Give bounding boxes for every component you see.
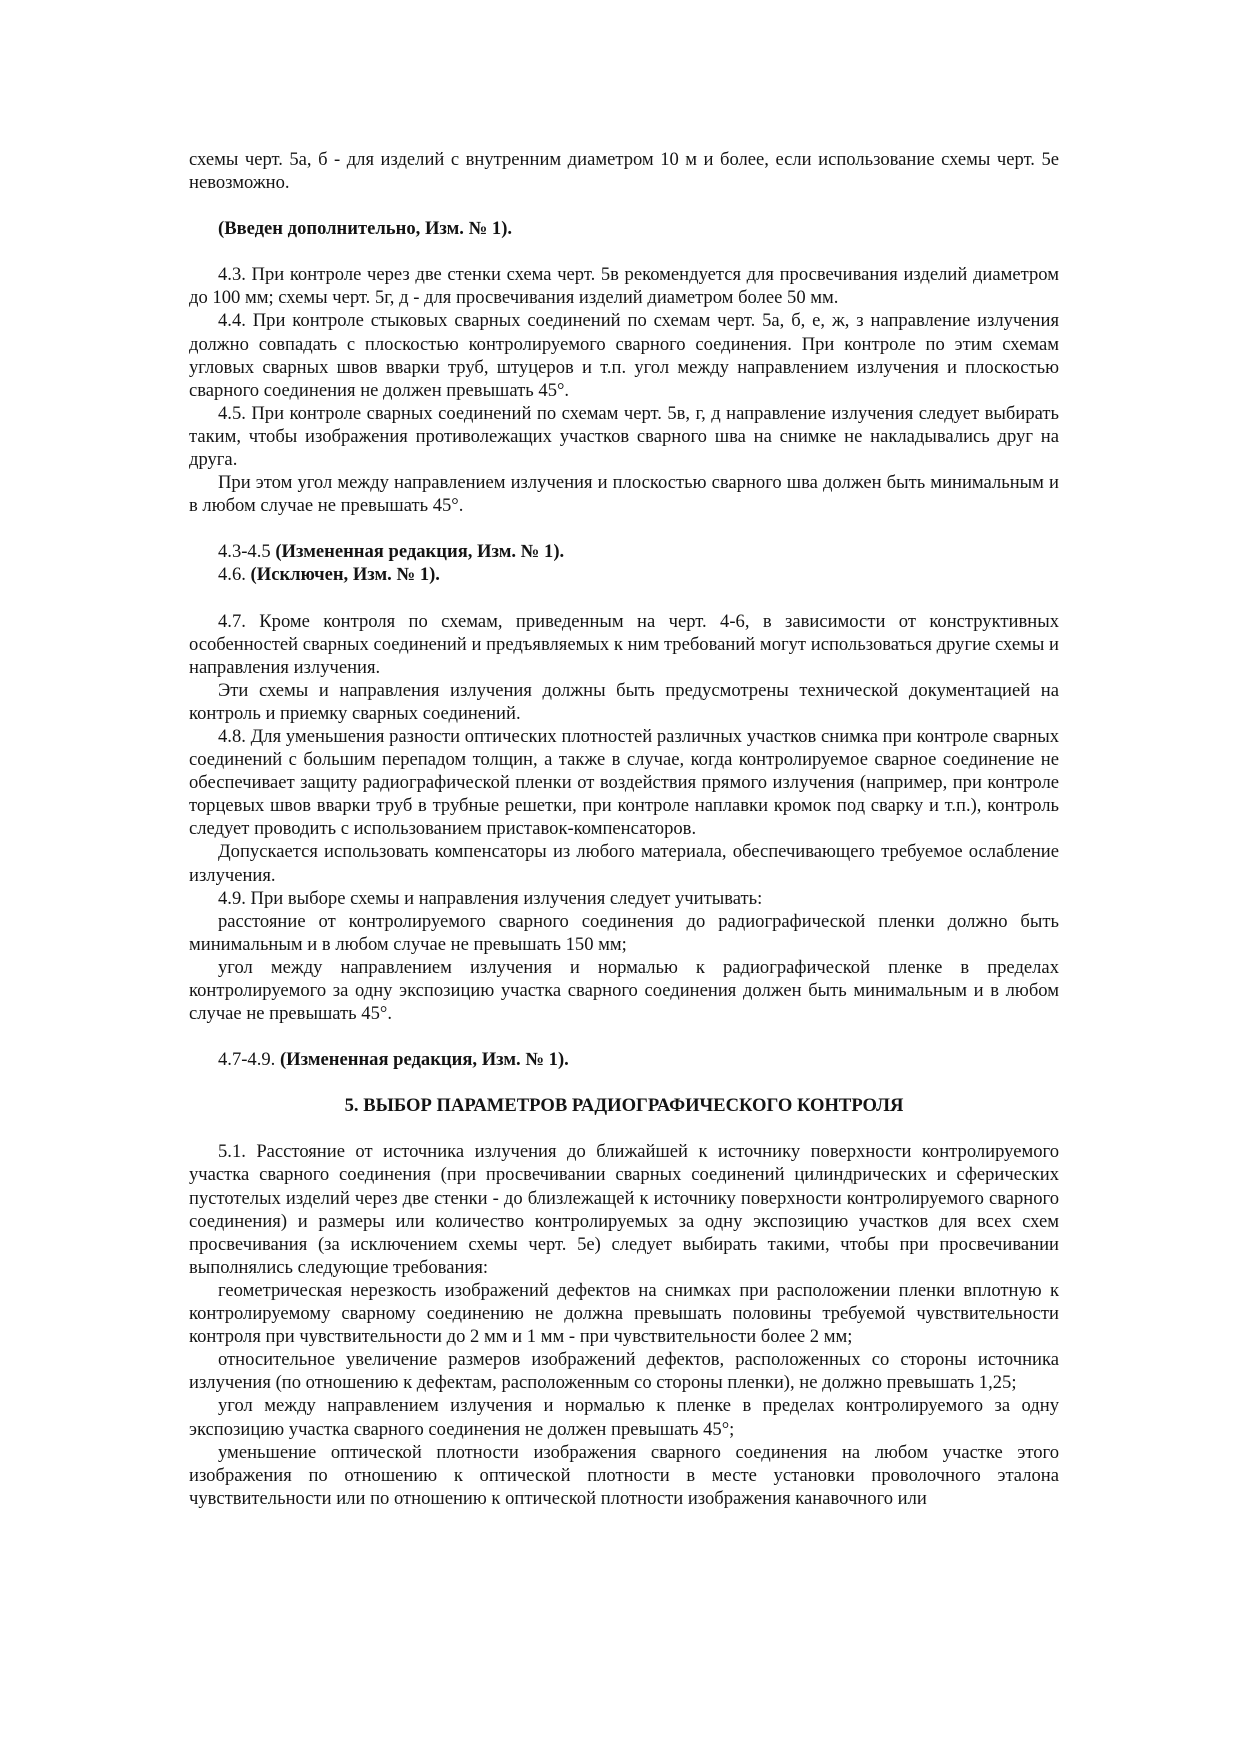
spacer [189, 1071, 1059, 1094]
paragraph-4-9-item-b: угол между направлением излучения и нормалью к радиографической пленке в пределах контролируемого за одну экспозицию участка сварного соединения должен быть минимальным и в любом случае не превышать 45°. [189, 956, 1059, 1025]
amendment-note-bold: (Измененная редакция, Изм. № 1). [279, 1049, 569, 1071]
amendment-note-prefix: 4.3-4.5 [218, 541, 276, 563]
paragraph-4-5: 4.5. При контроле сварных соединений по схемам черт. 5в, г, д направление излучения следует выбирать таким, чтобы изображения противолежащих участков сварного шва на снимке не накладывались друг на друга. [189, 402, 1059, 471]
amendment-note-4-7-4-9 [189, 1048, 1059, 1071]
spacer [189, 194, 1059, 217]
paragraph-4-8-continued: Допускается использовать компенсаторы из любого материала, обеспечивающего требуемое ослабление излучения. [189, 841, 1059, 886]
amendment-note-bold: (Введен дополнительно, Изм. № 1). [218, 218, 513, 240]
amendment-note-prefix: 4.7-4.9. [218, 1049, 280, 1071]
spacer [189, 240, 1059, 263]
spacer [189, 517, 1059, 540]
paragraph-4-7: 4.7. Кроме контроля по схемам, приведенным на черт. 4-6, в зависимости от конструктивных особенностей сварных соединений и предъявляемых к ним требований могут использоваться другие схемы и направления излучения. [189, 610, 1059, 678]
paragraph-4-4: 4.4. При контроле стыковых сварных соединений по схемам черт. 5а, б, е, ж, з направление излучения должно совпадать с плоскостью контролируемого сварного соединения. При контроле по этим схемам угловых сварных швов вварки труб, штуцеров и т.п. угол между направлением излучения и плоскостью сварного соединения не должен превышать 45°. [189, 310, 1059, 401]
paragraph-5-1-item-d: уменьшение оптической плотности изображения сварного соединения на любом участке этого изображения по отношению к оптической плотности в месте установки проволочного эталона чувствительности или по отношению к оптической плотности изображения канавочного или [189, 1441, 1059, 1509]
spacer [189, 1117, 1059, 1140]
paragraph-4-5-continued: При этом угол между направлением излучения и плоскостью сварного шва должен быть минимальным и в любом случае не превышать 45°. [189, 472, 1059, 517]
document-page [189, 148, 1059, 1510]
paragraph-4-7-continued: Эти схемы и направления излучения должны быть предусмотрены технической документацией на контроль и приемку сварных соединений. [189, 679, 1059, 724]
amendment-note-bold: (Измененная редакция, Изм. № 1). [275, 541, 565, 563]
section-5-heading: 5. ВЫБОР ПАРАМЕТРОВ РАДИОГРАФИЧЕСКОГО КОНТРОЛЯ [344, 1095, 904, 1117]
paragraph-4-9: 4.9. При выборе схемы и направления излучения следует учитывать: [218, 887, 763, 909]
amendment-note-4-3-4-5 [189, 540, 1059, 563]
amendment-note [189, 217, 1059, 240]
paragraph-5-1: 5.1. Расстояние от источника излучения до ближайшей к источнику поверхности контролируемого участка сварного соединения (при просвечивании сварных соединений цилиндрических и сферических пустотелых изделий через две стенки - до близлежащей к источнику поверхности контролируемого сварного соединения) и размеры или количество контролируемых за одну экспозицию участков для всех схем просвечивания (за исключением схемы черт. 5е) следует выбирать такими, чтобы при просвечивании выполнялись следующие требования: [189, 1141, 1059, 1278]
paragraph-4-3: 4.3. При контроле через две стенки схема черт. 5в рекомендуется для просвечивания изделий диаметром до 100 мм; схемы черт. 5г, д - для просвечивания изделий диаметром более 50 мм. [189, 264, 1059, 309]
paragraph-5-1-item-c: угол между направлением излучения и нормалью к пленке в пределах контролируемого за одну экспозицию участка сварного соединения не должен превышать 45°; [189, 1395, 1059, 1440]
amendment-note-bold: (Исключен, Изм. № 1). [250, 564, 440, 586]
paragraph-5-1-item-a: геометрическая нерезкость изображений дефектов на снимках при расположении пленки вплотную к контролируемому сварному соединению не должна превышать половины требуемой чувствительности контроля при чувствительности до 2 мм и 1 мм - при чувствительности более 2 мм; [189, 1279, 1059, 1348]
paragraph-4-9-item-a: расстояние от контролируемого сварного соединения до радиографической пленки должно быть минимальным и в любом случае не превышать 150 мм; [189, 910, 1059, 955]
spacer [189, 1025, 1059, 1048]
paragraph-4-8: 4.8. Для уменьшения разности оптических плотностей различных участков снимка при контроле сварных соединений с большим перепадом толщин, а также в случае, когда контролируемое сварное соединение не обеспечивает защиту радиографической пленки от воздействия прямого излучения (например, при контроле торцевых швов вварки труб в трубные решетки, при контроле наплавки кромок под сварку и т.п.), контроль следует проводить с использованием приставок-компенсаторов. [189, 725, 1059, 840]
amendment-note-prefix: 4.6. [218, 564, 251, 586]
spacer [189, 587, 1059, 610]
paragraph-continuation: схемы черт. 5а, б - для изделий с внутренним диаметром 10 м и более, если использование схемы черт. 5е невозможно. [189, 149, 1059, 194]
paragraph-5-1-item-b: относительное увеличение размеров изображений дефектов, расположенных со стороны источника излучения (по отношению к дефектам, расположенным со стороны пленки), не должно превышать 1,25; [189, 1349, 1059, 1394]
amendment-note-4-6 [189, 563, 1059, 586]
